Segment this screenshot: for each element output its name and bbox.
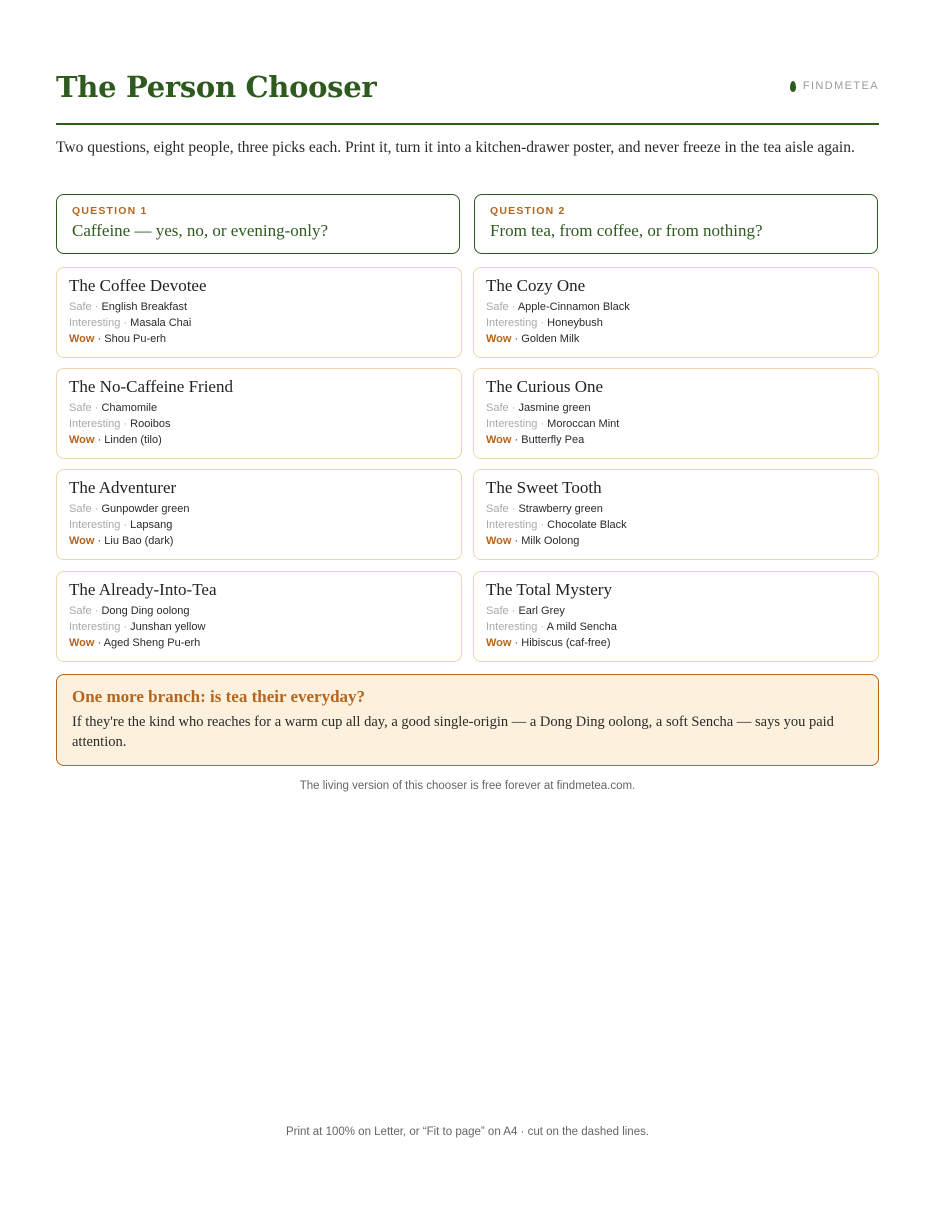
wow-pick: Wow · Butterfly Pea [486, 434, 585, 446]
person-card-adventurer [56, 469, 462, 560]
print-instructions: Print at 100% on Letter, or “Fit to page” on A4 · cut on the dashed lines. [285, 1126, 650, 1138]
interesting-pick: Interesting · A mild Sencha [486, 621, 617, 633]
wow-pick: Wow · Linden (tilo) [69, 434, 162, 446]
question-text: From tea, from coffee, or from nothing? [490, 221, 763, 240]
question-2-box [474, 194, 878, 254]
person-name: The Sweet Tooth [486, 478, 602, 497]
interesting-pick: Interesting · Moroccan Mint [486, 418, 620, 430]
person-name: The Coffee Devotee [69, 276, 207, 295]
page-title: The Person Chooser [56, 70, 377, 104]
safe-pick: Safe · Gunpowder green [69, 503, 190, 515]
brand [790, 80, 879, 92]
safe-pick: Safe · Dong Ding oolong [69, 605, 190, 617]
branch-body: If they're the kind who reaches for a warm cup all day, a good single-origin — a Dong Ding oolong, a soft Sencha — says you paid attention. [72, 714, 834, 750]
leaf-icon [790, 81, 796, 92]
interesting-pick: Interesting · Junshan yellow [69, 621, 206, 633]
page-header [56, 68, 879, 125]
wow-pick: Wow · Milk Oolong [486, 535, 580, 547]
interesting-pick: Interesting · Honeybush [486, 317, 603, 329]
interesting-pick: Interesting · Chocolate Black [486, 519, 627, 531]
wow-pick: Wow · Liu Bao (dark) [69, 535, 174, 547]
person-card-sweet-tooth [473, 469, 879, 560]
interesting-pick: Interesting · Lapsang [69, 519, 173, 531]
person-card-already-into-tea [56, 571, 462, 662]
person-name: The Total Mystery [486, 580, 612, 599]
wow-pick: Wow · Hibiscus (caf-free) [486, 637, 611, 649]
safe-pick: Safe · Earl Grey [486, 605, 565, 617]
safe-pick: Safe · Chamomile [69, 402, 158, 414]
safe-pick: Safe · Jasmine green [486, 402, 591, 414]
intro-text: Two questions, eight people, three picks each. Print it, turn it into a kitchen-drawer poster, and never freeze in the tea aisle again. [56, 139, 855, 156]
brand-name: FINDMETEA [802, 80, 879, 92]
safe-pick: Safe · Apple-Cinnamon Black [486, 301, 630, 313]
person-name: The Cozy One [486, 276, 586, 295]
person-card-curious-one [473, 368, 879, 459]
wow-pick: Wow · Golden Milk [486, 333, 580, 345]
question-text: Caffeine — yes, no, or evening-only? [72, 221, 329, 240]
question-label: QUESTION 2 [490, 205, 566, 217]
interesting-pick: Interesting · Rooibos [69, 418, 171, 430]
safe-pick: Safe · Strawberry green [486, 503, 603, 515]
person-name: The No-Caffeine Friend [69, 377, 233, 396]
wow-pick: Wow · Shou Pu-erh [69, 333, 167, 345]
safe-pick: Safe · English Breakfast [69, 301, 188, 313]
question-1-box [56, 194, 460, 254]
interesting-pick: Interesting · Masala Chai [69, 317, 192, 329]
branch-title: One more branch: is tea their everyday? [72, 687, 366, 706]
person-name: The Curious One [486, 377, 604, 396]
question-label: QUESTION 1 [72, 205, 148, 217]
branch-callout [56, 674, 879, 766]
living-version-note: The living version of this chooser is free forever at findmetea.com. [299, 780, 636, 792]
person-card-no-caffeine-friend [56, 368, 462, 459]
person-name: The Adventurer [69, 478, 177, 497]
person-card-coffee-devotee [56, 267, 462, 358]
person-card-total-mystery [473, 571, 879, 662]
person-name: The Already-Into-Tea [69, 580, 217, 599]
person-card-cozy-one [473, 267, 879, 358]
wow-pick: Wow · Aged Sheng Pu-erh [69, 637, 201, 649]
